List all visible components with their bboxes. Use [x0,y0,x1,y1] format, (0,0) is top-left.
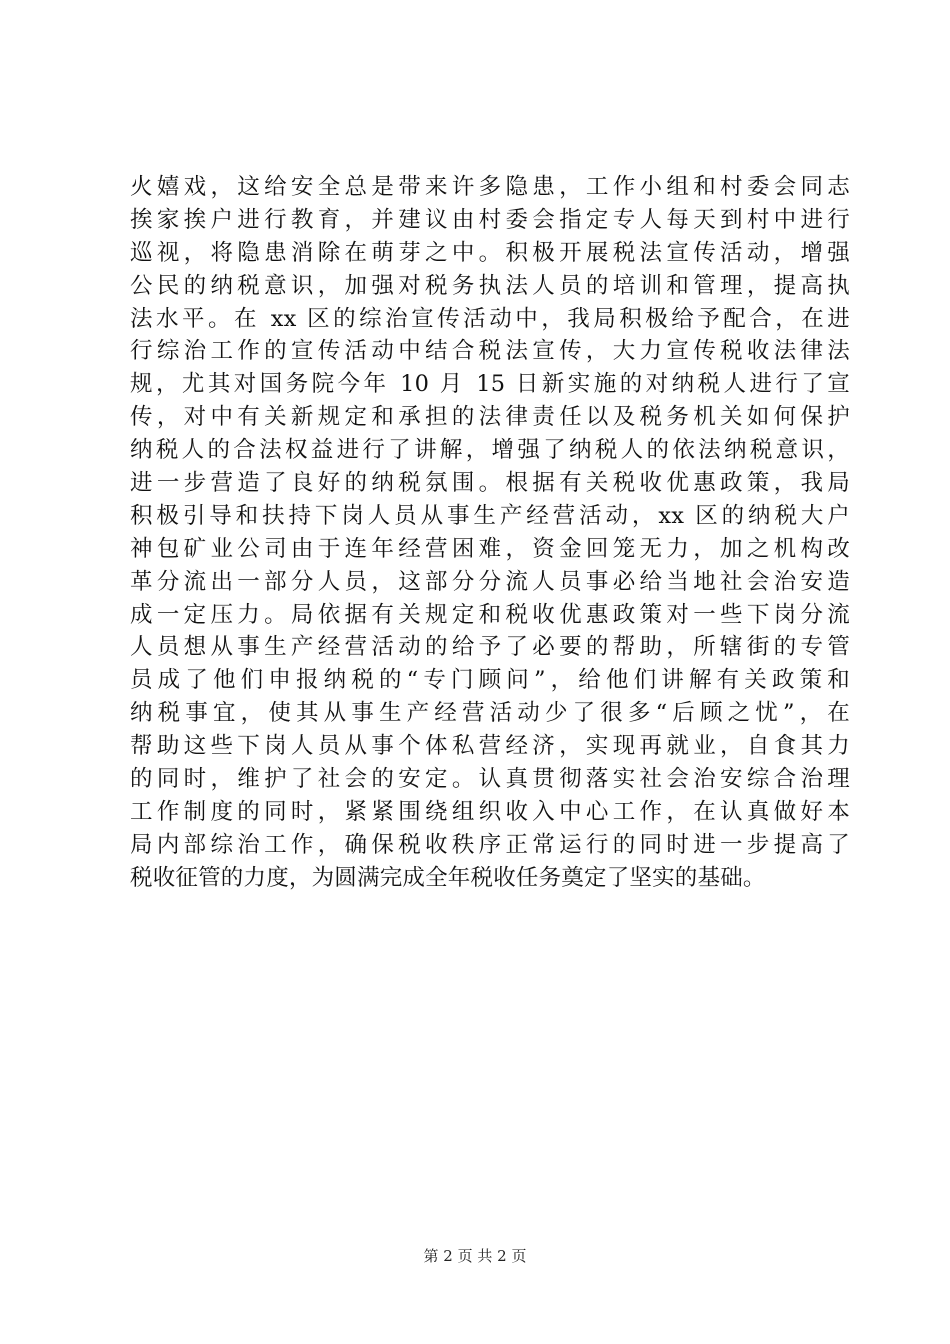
body-paragraph [130,171,850,895]
text-line: 局内部综治工作，确保税收秩序正常运行的同时进一步提高了 [130,831,850,858]
text-line: 的同时，维护了社会的安定。认真贯彻落实社会治安综合治理 [130,766,850,793]
text-line: 火嬉戏，这给安全总是带来许多隐患，工作小组和村委会同志 [130,174,850,200]
text-line: 传，对中有关新规定和承担的法律责任以及税务机关如何保护 [130,404,850,431]
text-line: 税收征管的力度，为圆满完成全年税收任务奠定了坚实的基础。 [130,864,766,891]
text-line: 纳税人的合法权益进行了讲解，增强了纳税人的依法纳税意识， [130,437,850,464]
text-line: 进一步营造了良好的纳税氛围。根据有关税收优惠政策，我局 [130,470,850,497]
text-line: 巡视，将隐患消除在萌芽之中。积极开展税法宣传活动，增强 [130,239,850,266]
text-line: 人员想从事生产经营活动的给予了必要的帮助，所辖街的专管 [130,634,850,661]
text-line: 纳税事宜，使其从事生产经营活动少了很多“后顾之忧”，在 [130,700,850,727]
page-number-footer: 第 2 页 共 2 页 [423,1247,527,1265]
text-line: 员成了他们申报纳税的“专门顾问”，给他们讲解有关政策和 [130,667,850,694]
text-line: 法水平。在 xx 区的综治宣传活动中，我局积极给予配合，在进 [130,305,850,332]
text-line: 神包矿业公司由于连年经营困难，资金回笼无力，加之机构改 [130,535,850,562]
text-line: 积极引导和扶持下岗人员从事生产经营活动，xx 区的纳税大户 [130,502,850,529]
text-line: 革分流出一部分人员，这部分分流人员事必给当地社会治安造 [130,568,850,595]
text-line: 规，尤其对国务院今年 10 月 15 日新实施的对纳税人进行了宣 [130,371,850,398]
text-line: 挨家挨户进行教育，并建议由村委会指定专人每天到村中进行 [130,206,850,233]
text-line: 行综治工作的宣传活动中结合税法宣传，大力宣传税收法律法 [130,338,850,365]
text-line: 工作制度的同时，紧紧围绕组织收入中心工作，在认真做好本 [130,798,850,825]
text-line: 帮助这些下岗人员从事个体私营经济，实现再就业，自食其力 [130,733,850,760]
text-line: 公民的纳税意识，加强对税务执法人员的培训和管理，提高执 [130,272,850,299]
text-line: 成一定压力。局依据有关规定和税收优惠政策对一些下岗分流 [130,601,850,628]
